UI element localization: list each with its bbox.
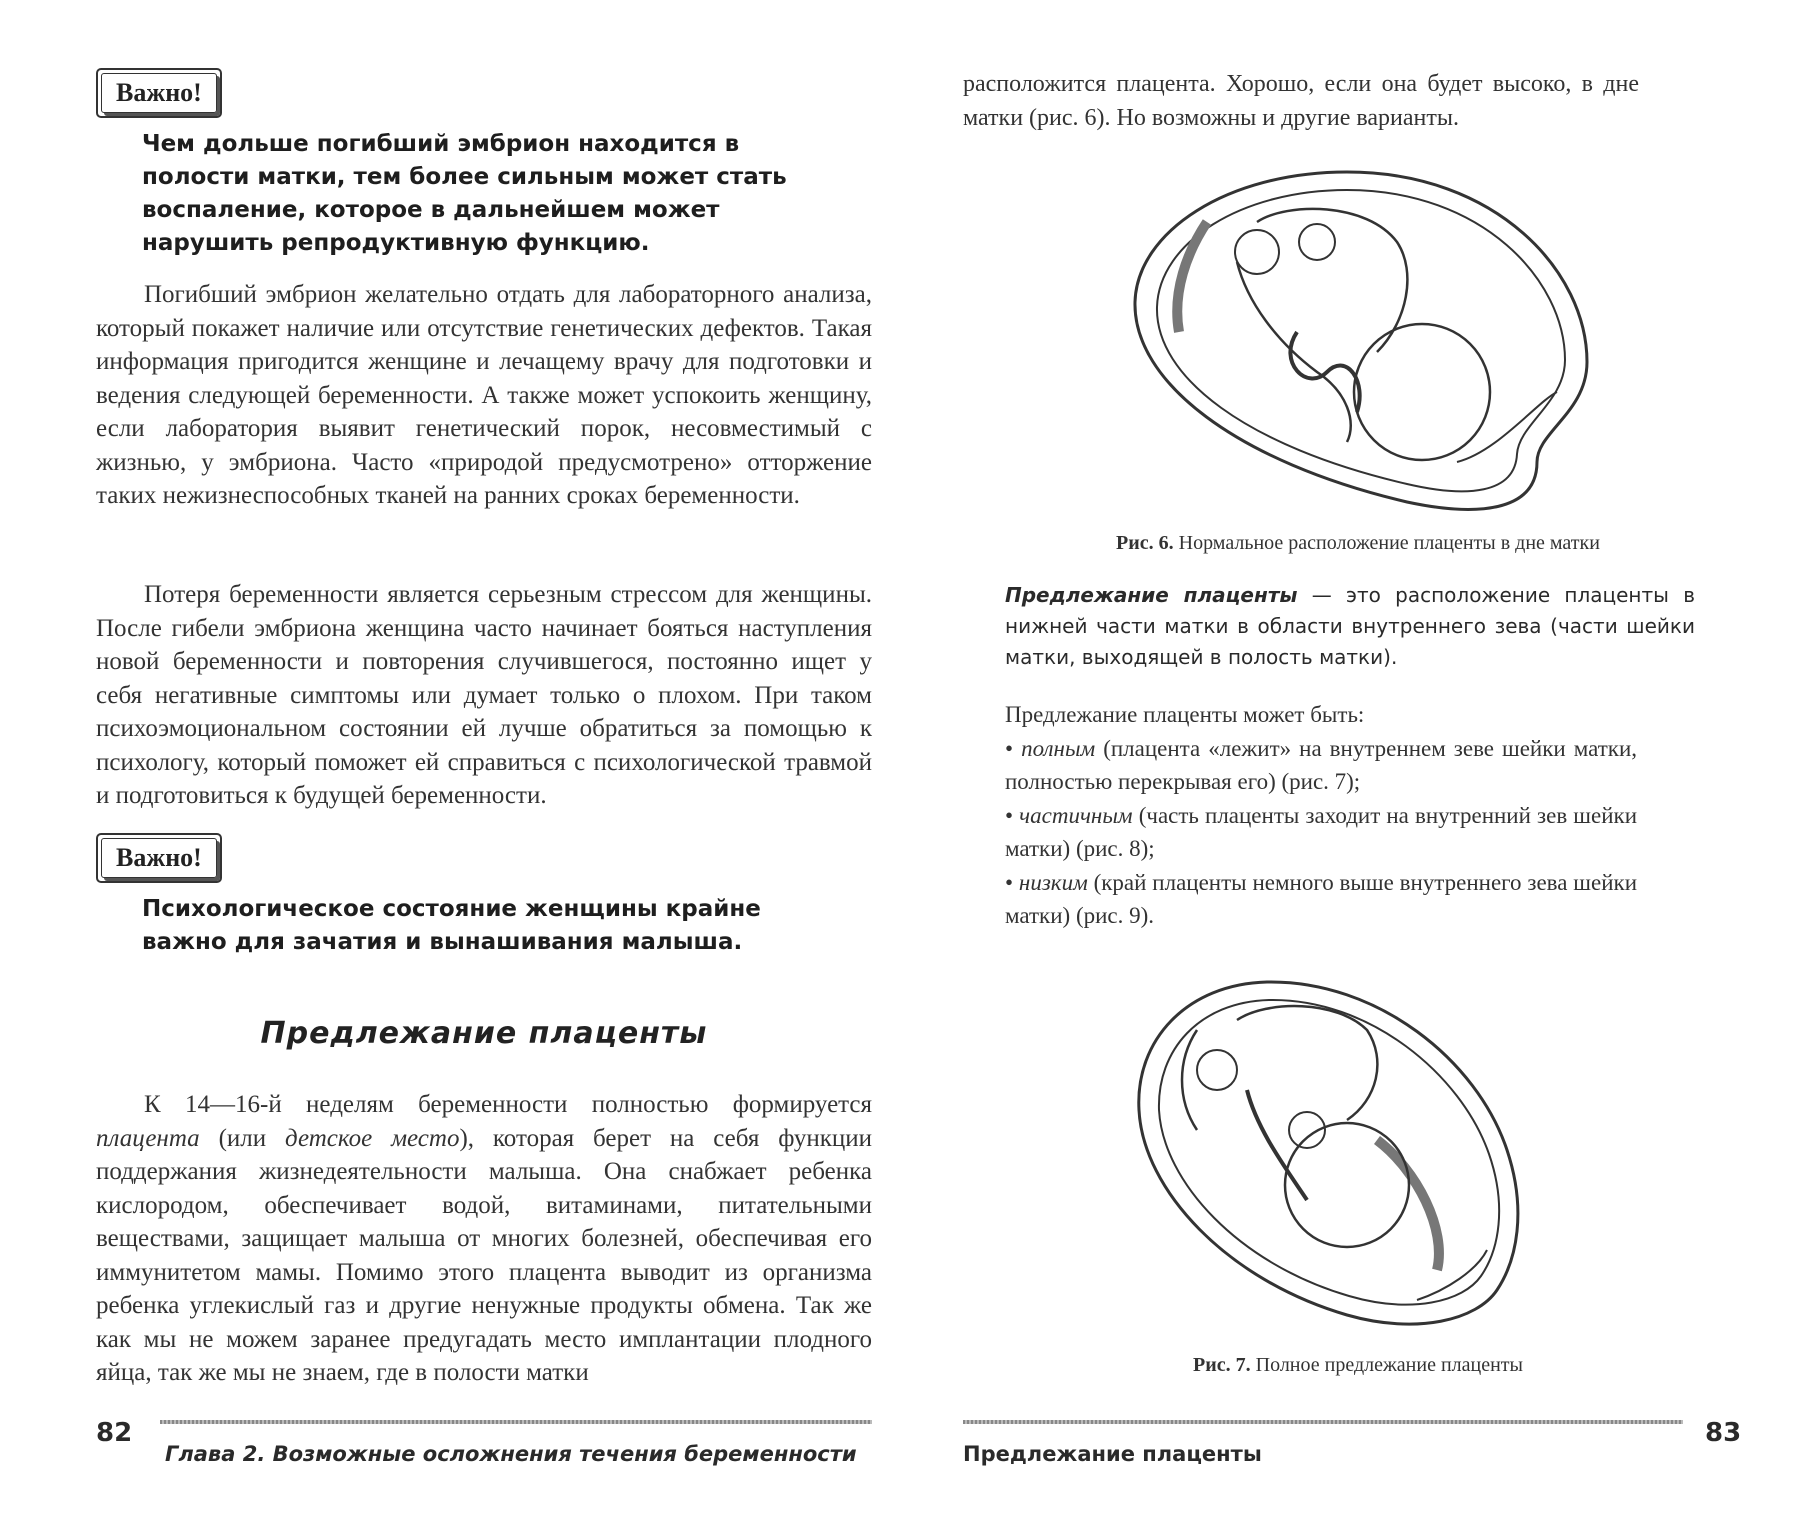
term: плацента xyxy=(96,1124,200,1152)
term: частичным xyxy=(1019,802,1133,828)
item-text: (часть плаценты заходит на внутренний зев шейки матки) (рис. 8); xyxy=(1005,802,1637,861)
important-text: Чем дольше погибший эмбрион находится в полости матки, тем более сильным может стать воспаление, которое в дальнейшем может нарушить репродуктивную функцию. xyxy=(142,131,787,256)
figure-6-caption xyxy=(905,532,1811,555)
paragraph: расположится плацента. Хорошо, если она будет высоко, в дне матки (рис. 6). Но возможны и другие варианты. xyxy=(963,71,1639,131)
text-run: (или xyxy=(199,1124,285,1152)
definition-term: Предлежание плаценты xyxy=(1005,583,1298,607)
running-head: Глава 2. Возможные осложнения течения беременности xyxy=(165,1442,857,1466)
item-text: (край плаценты немного выше внутреннего зева шейки матки) (рис. 9). xyxy=(1005,869,1637,928)
definition-text: — это расположение плаценты в нижней части матки в области внутреннего зева (части шейки матки, выходящей в полость матки). xyxy=(1005,583,1695,669)
running-head: Предлежание плаценты xyxy=(963,1442,1262,1466)
important-badge xyxy=(96,68,222,118)
page-number: 83 xyxy=(1705,1418,1742,1448)
figure-6-illustration xyxy=(1117,162,1597,522)
footer-rule xyxy=(963,1420,1683,1424)
paragraph: Погибший эмбрион желательно отдать для лабораторного анализа, который покажет наличие или отсутствие генетических дефектов. Такая информация пригодится женщине и лечащему врачу для подготовки и ведения следующей беременности. А также может успокоить женщину, если лаборатория выявит генетический порок, несовместимый с жизнью, у эмбриона. Часто «природой предусмотрено» отторжение таких нежизнеспособных тканей на ранних сроках беременности. xyxy=(96,281,872,509)
placenta-types-list xyxy=(1005,698,1637,933)
figure-7-illustration xyxy=(1117,970,1537,1340)
paragraph: Потеря беременности является серьезным стрессом для женщины. После гибели эмбриона женщина часто начинает бояться наступления новой беременности и повторения случившегося, постоянно ищет у себя негативные симптомы или думает только о плохом. При таком психоэмоциональном состоянии ей лучше обратиться за помощью к психологу, который поможет ей справиться с психологической травмой и подготовиться к будущей беременности. xyxy=(96,581,872,809)
caption-text: Полное предлежание плаценты xyxy=(1255,1354,1523,1376)
paragraph xyxy=(96,1088,872,1390)
term: низким xyxy=(1018,869,1088,895)
list-item xyxy=(1005,799,1637,866)
page-number: 82 xyxy=(96,1418,133,1448)
section-heading: Предлежание плаценты xyxy=(260,1016,708,1051)
text-run: К 14—16-й неделям беременности полностью формируется xyxy=(144,1091,872,1118)
footer-rule xyxy=(160,1420,872,1424)
right-page xyxy=(905,0,1811,1540)
item-text: (плацента «лежит» на внутреннем зеве шейки матки, полностью перекрывая его) (рис. 7); xyxy=(1005,735,1638,794)
definition xyxy=(1005,580,1695,673)
term: полным xyxy=(1021,735,1096,761)
list-item xyxy=(1005,732,1637,799)
bullet: • xyxy=(1005,802,1014,828)
important-label: Важно! xyxy=(101,73,217,113)
list-intro: Предлежание плаценты может быть: xyxy=(1005,702,1365,727)
list-item xyxy=(1005,866,1637,933)
text-run: ), которая берет на себя функции поддержания жизнедеятельности малыша. Она снабжает ребенка кислородом, обеспечивает водой, витаминами, питательными веществами, защищает малыша от многих болезней, обеспечивая его иммунитетом мамы. Помимо этого плацента выводит из организма ребенка углекислый газ и другие ненужные продукты обмена. Так же как мы не можем заранее предугадать место имплантации плодного яйца, так же мы не знаем, где в полости матки xyxy=(96,1124,872,1386)
bullet: • xyxy=(1005,869,1014,895)
caption-text: Нормальное расположение плаценты в дне матки xyxy=(1178,532,1600,554)
term: детское место xyxy=(285,1124,460,1152)
figure-7-caption xyxy=(905,1354,1811,1377)
figure-label: Рис. 7. xyxy=(1193,1354,1251,1376)
important-label: Важно! xyxy=(101,838,217,878)
left-page xyxy=(0,0,905,1540)
bullet: • xyxy=(1005,735,1014,761)
figure-label: Рис. 6. xyxy=(1116,532,1174,554)
important-badge xyxy=(96,833,222,883)
important-text: Психологическое состояние женщины крайне важно для зачатия и вынашивания малыша. xyxy=(142,896,761,955)
